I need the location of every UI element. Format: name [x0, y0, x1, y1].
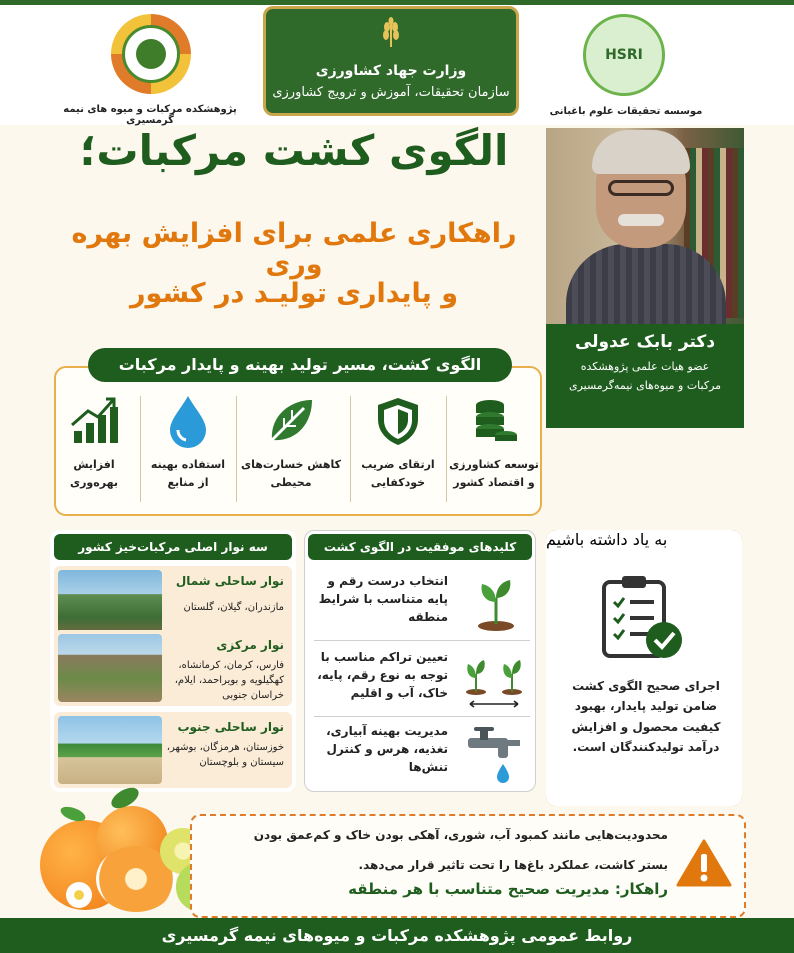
- key-item-management-text: مدیریت بهینه آبیاری، تغذیه، هرس و کنترل تنش‌ها: [326, 724, 448, 774]
- warning-line-2: بستر کاشت، عملکرد باغ‌ها را تحت تاثیر قرار می‌دهد.: [358, 858, 668, 872]
- benefit-1-line-1: توسعه کشاورزی: [449, 458, 539, 471]
- faucet-icon: [466, 724, 522, 784]
- benefit-3-line-1: کاهش خسارت‌های: [240, 458, 341, 471]
- warning-icon: [676, 838, 732, 888]
- person-role-2: مرکبات و میوه‌های نیمه‌گرمسیری: [568, 379, 722, 392]
- divider: [350, 396, 351, 502]
- coast-south-title: نوار ساحلی جنوب: [177, 720, 284, 734]
- top-bar: [0, 0, 794, 5]
- coast-central-text: فارس، کرمان، کرمانشاه، کهگیلویه و بویراحمد، ایلام، خراسان جنوبی: [174, 660, 284, 701]
- hsri-logo-text: HSRI: [605, 47, 643, 63]
- key-item-density: [310, 648, 532, 714]
- divider: [314, 640, 530, 641]
- key-item-variety: [310, 572, 532, 638]
- blossom-icon: [66, 882, 92, 908]
- person-role-1: عضو هیات علمی پژوهشکده: [580, 360, 710, 373]
- header: [0, 0, 794, 125]
- growth-chart-icon: [68, 395, 120, 447]
- divider: [446, 396, 447, 502]
- coins-stack-icon: [468, 395, 520, 447]
- water-drop-icon: [166, 394, 210, 448]
- footer: روابط عمومی پژوهشکده مرکبات و میوه‌های نیمه گرمسیری: [0, 918, 794, 953]
- seedling-icon: [474, 576, 518, 632]
- coast-south-text: خوزستان، هرمزگان، بوشهر، سیستان و بلوچستان: [166, 742, 284, 768]
- hsri-logo: [583, 14, 665, 96]
- divider: [236, 396, 237, 502]
- ministry-title: وزارت جهاد کشاورزی: [315, 63, 467, 79]
- south-landscape-image: [58, 716, 162, 784]
- person-name: دکتر بابک عدولی: [574, 332, 716, 352]
- left-logo-caption: پژوهشکده مرکبات و میوه های نیمه گرمسیری: [63, 104, 237, 126]
- checklist-icon: [600, 572, 688, 664]
- benefit-item-selfsufficiency: [350, 394, 446, 491]
- benefit-4-line-2: از منابع: [167, 475, 209, 489]
- key-item-variety-text: انتخاب درست رقم و پایه متناسب با شرایط منطقه: [318, 574, 448, 624]
- shield-icon: [373, 395, 423, 447]
- hero-title: الگوی کشت مرکبات؛: [79, 126, 509, 175]
- keys-header: کلیدهای موفقیت در الگوی کشت: [308, 534, 532, 560]
- warning-line-1: محدودیت‌هایی مانند کمبود آب، شوری، آهکی بودن خاک و کم‌عمق بودن: [253, 828, 668, 842]
- benefit-item-economy: [446, 394, 542, 491]
- benefit-3-line-2: محیطی: [270, 475, 312, 489]
- plant-spacing-icon: [462, 652, 526, 710]
- hero-subtitle-2: و پایداری تولیـد در کشور: [129, 278, 459, 309]
- warning-solution: راهکار: مدیریت صحیح متناسب با هر منطقه: [348, 880, 668, 898]
- benefit-item-productivity: [46, 394, 142, 491]
- key-item-density-text: تعیین تراکم مناسب با توجه به نوع رقم، پایه، خاک، آب و اقلیم: [317, 650, 448, 700]
- ministry-badge: [263, 6, 519, 116]
- benefit-4-line-1: استفاده بهینه: [150, 458, 226, 471]
- coast-south: [54, 712, 292, 788]
- portrait-photo: [546, 128, 744, 324]
- divider: [314, 716, 530, 717]
- right-logo-caption: موسسه تحقیقات علوم باغبانی: [549, 106, 703, 117]
- benefit-item-resources: [140, 394, 236, 491]
- benefits-header: الگوی کشت، مسیر تولید بهینه و پایدار مرکبات: [88, 348, 512, 382]
- citrus-institute-logo: [111, 14, 191, 94]
- tree-icon: [136, 39, 166, 69]
- leaf-icon: [264, 394, 318, 448]
- north-landscape-image: [58, 570, 162, 638]
- benefit-1-line-2: و اقتصاد کشور: [453, 475, 535, 489]
- benefit-5-line-1: افزایش: [73, 458, 115, 471]
- key-item-management: [310, 722, 532, 788]
- wheat-icon: [376, 17, 406, 49]
- coast-central: [54, 630, 292, 706]
- benefit-2-line-1: ارتقای ضریب: [361, 458, 435, 471]
- ministry-subtitle: سازمان تحقیقات، آموزش و ترویج کشاورزی: [272, 85, 510, 100]
- benefit-5-line-2: بهره‌وری: [70, 475, 118, 489]
- remember-text: اجرای صحیح الگوی کشت ضامن تولید پایدار، بهبود کیفیت محصول و افزایش درآمد تولیدکنندگان است.: [571, 679, 721, 755]
- name-card: [546, 324, 744, 428]
- benefit-item-environment: [236, 394, 346, 491]
- coasts-header: سه نوار اصلی مرکبات‌خیز کشور: [54, 534, 292, 560]
- hero-subtitle-1: راهکاری علمی برای افزایش بهره وری: [71, 218, 517, 280]
- coast-north-title: نوار ساحلی شمال: [175, 574, 284, 588]
- remember-header: به یاد داشته باشیم: [546, 530, 742, 806]
- coast-north-text: مازندران، گیلان، گلستان: [183, 602, 284, 613]
- central-landscape-image: [58, 634, 162, 702]
- benefit-2-line-2: خودکفایی: [370, 475, 426, 489]
- coast-central-title: نوار مرکزی: [216, 638, 284, 652]
